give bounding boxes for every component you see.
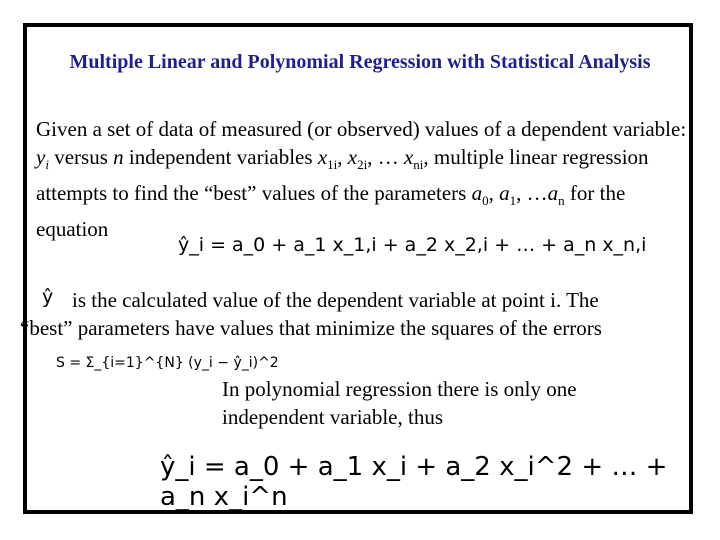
sub-i: i (45, 157, 49, 173)
slide-title: Multiple Linear and Polynomial Regression with Statistical Analysis (69, 51, 651, 73)
var-x2: x (347, 145, 358, 169)
var-a0: a (471, 181, 483, 206)
best-parameters-text: “best” parameters have values that minimize the squares of the errors (20, 316, 602, 340)
intro-paragraph (36, 115, 696, 243)
comma-1: , (337, 145, 348, 169)
sub-1i: 1i (327, 157, 338, 173)
y-hat-symbol: ŷ (42, 286, 54, 308)
intro-text-1: Given a set of data of measured (or observed) values of a dependent variable: (36, 117, 687, 141)
polynomial-regression-equation: ŷ_i = a_0 + a_1 x_i + a_2 x_i^2 + … + a_n x_i^n (160, 452, 668, 512)
var-an: a (547, 181, 559, 206)
sub-2i: 2i (357, 157, 368, 173)
var-xn: x (403, 145, 414, 169)
intro-text-3: independent variables (123, 145, 318, 169)
multiple-regression-equation: ŷ_i = a_0 + a_1 x_1,i + a_2 x_2,i + … + a_n x_n,i (178, 234, 647, 256)
var-y: y (36, 145, 46, 169)
sub-ni: ni (413, 157, 424, 173)
polynomial-paragraph: In polynomial regression there is only one independent variable, thus (222, 377, 577, 429)
sub-1: 1 (509, 193, 517, 209)
calculated-value-text: is the calculated value of the dependent variable at point i. The (72, 288, 599, 312)
var-n: n (113, 145, 124, 169)
var-a1: a (499, 181, 510, 206)
slide-frame (23, 23, 693, 514)
sub-n: n (558, 193, 565, 209)
comma-3: , (488, 181, 500, 206)
intro-text-6: for the equation (36, 181, 626, 242)
intro-text-5: , … (516, 181, 548, 206)
intro-text-4: , multiple linear regression attempts to find the “best” values of the parameters (36, 145, 649, 206)
comma-2: , … (367, 145, 404, 169)
sub-0: 0 (482, 193, 489, 209)
sum-of-squares-equation: S = Σ_{i=1}^{N} (y_i − ŷ_i)^2 (56, 355, 279, 371)
var-x1: x (317, 145, 328, 169)
intro-text-2: versus (48, 145, 114, 169)
